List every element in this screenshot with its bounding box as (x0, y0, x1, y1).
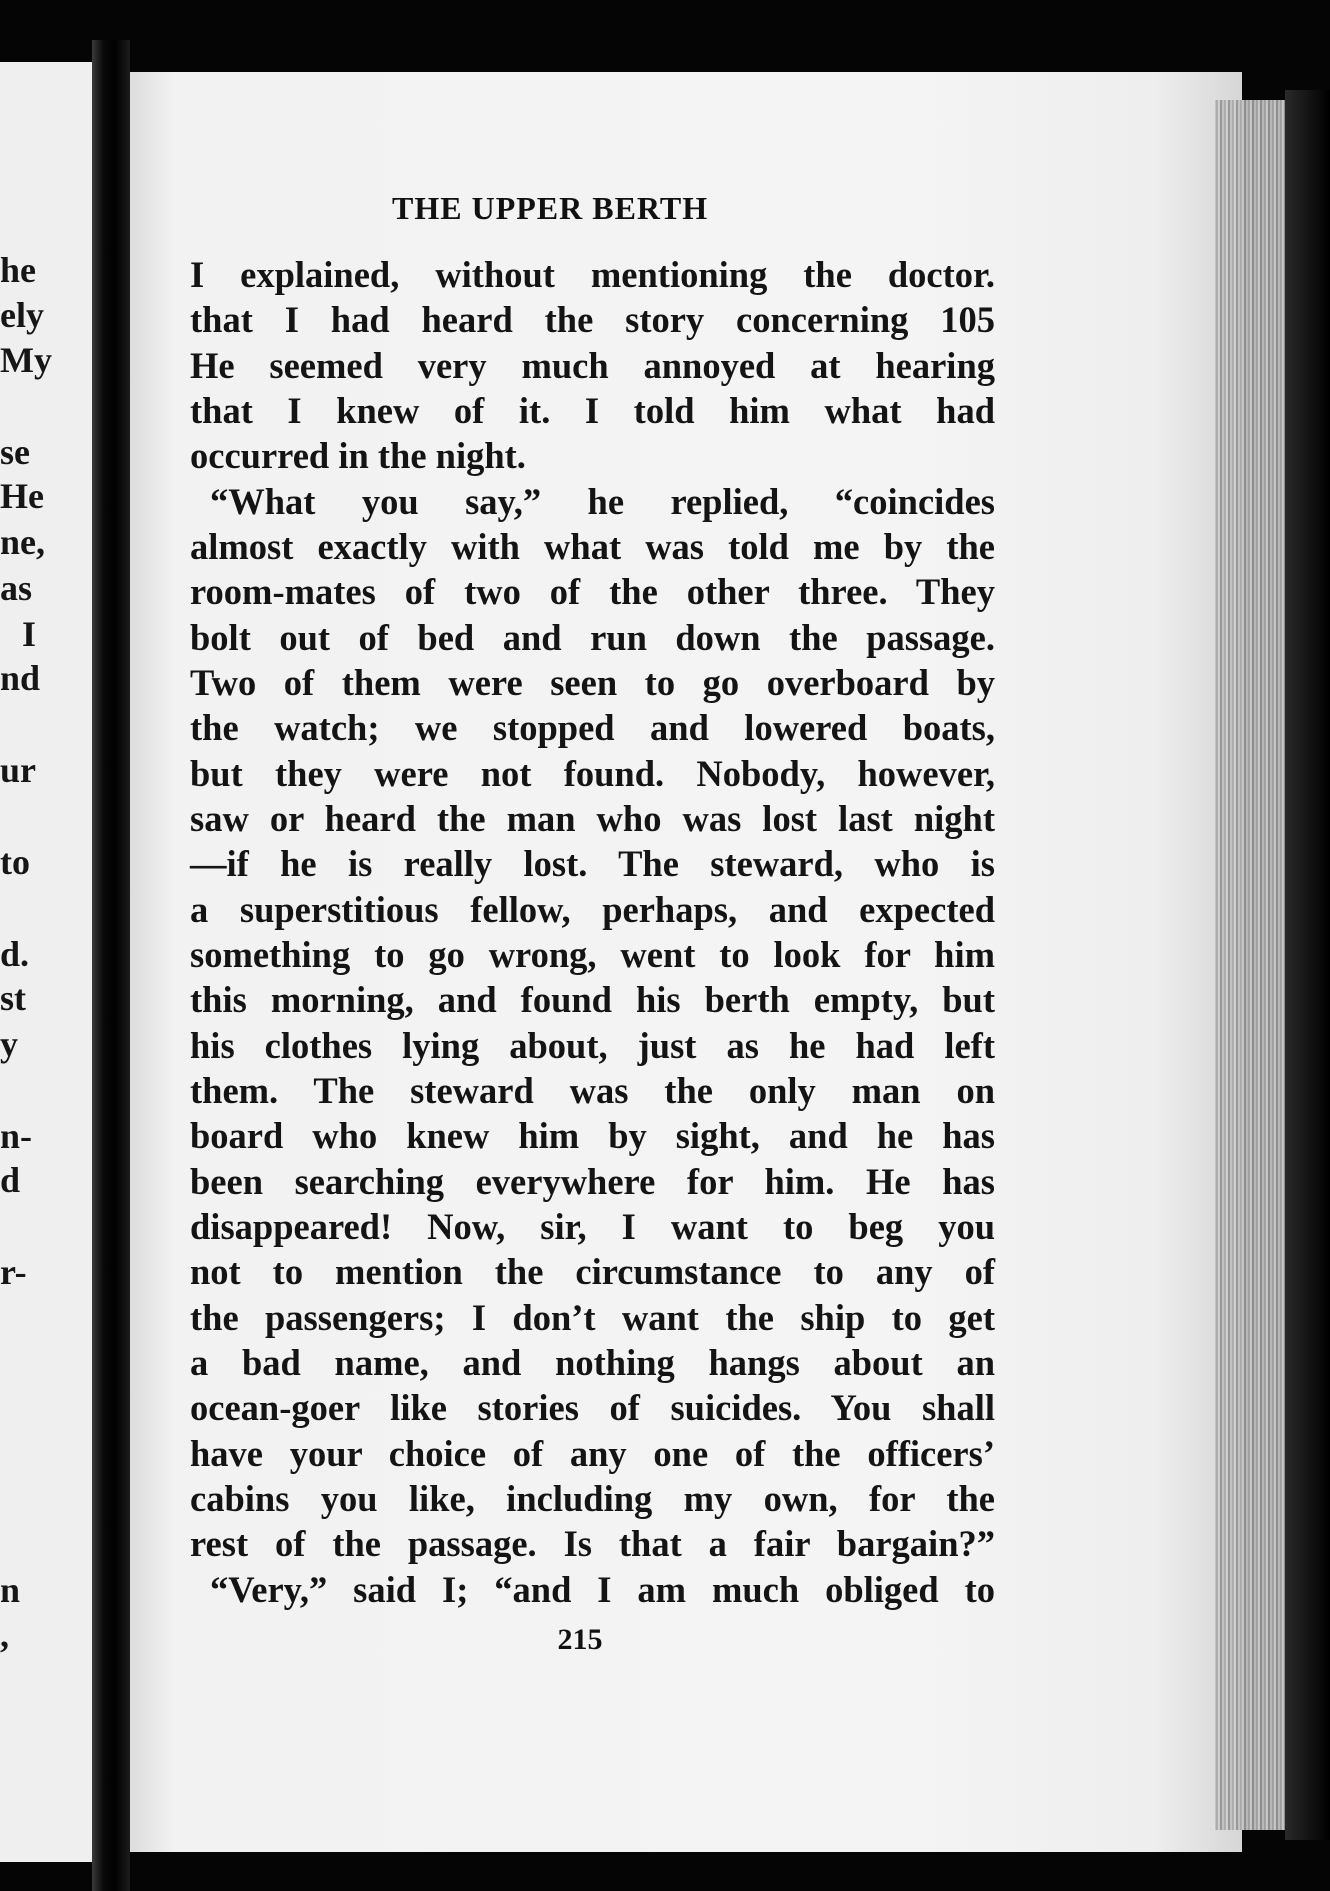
facing-page-fragment: My (0, 340, 52, 380)
book-gutter (92, 40, 130, 1891)
facing-page-fragment: as (0, 568, 33, 608)
text-line: board who knew him by sight, and he has (190, 1115, 995, 1157)
text-line: that I knew of it. I told him what had (190, 389, 995, 431)
text-line: almost exactly with what was told me by the (190, 525, 995, 567)
facing-page-fragment: r- (0, 1252, 27, 1292)
body-text (190, 252, 995, 1612)
facing-page-fragment: I (22, 614, 37, 654)
text-line: something to go wrong, went to look for him (190, 933, 995, 975)
text-line: a bad name, and nothing hangs about an (190, 1341, 995, 1383)
facing-page-fragment: , (0, 1615, 9, 1655)
text-line: cabins you like, including my own, for the (190, 1477, 995, 1519)
text-line: “Very,” said I; “and I am much obliged to (210, 1568, 995, 1610)
facing-page-fragment: d (0, 1160, 21, 1200)
book-edge-shadow (1285, 90, 1330, 1840)
running-head: THE UPPER BERTH (392, 190, 709, 226)
text-line: occurred in the night. (190, 435, 526, 477)
facing-page-fragment: ne, (0, 522, 45, 562)
facing-page-fragment: n- (0, 1116, 33, 1156)
text-line: ocean-goer like stories of suicides. You shall (190, 1387, 995, 1429)
text-line: saw or heard the man who was lost last night (190, 797, 995, 839)
text-line: disappeared! Now, sir, I want to beg you (190, 1205, 995, 1247)
facing-page-fragment: y (0, 1024, 18, 1064)
text-line: a superstitious fellow, perhaps, and expected (190, 888, 995, 930)
text-line: that I had heard the story concerning 105 (190, 299, 995, 341)
text-line: rest of the passage. Is that a fair bargain?” (190, 1523, 995, 1565)
page-edges (1215, 100, 1285, 1830)
facing-page-fragment: He (0, 476, 44, 516)
facing-page-fragment: nd (0, 658, 41, 698)
text-line: the passengers; I don’t want the ship to get (190, 1296, 995, 1338)
text-line: He seemed very much annoyed at hearing (190, 344, 995, 386)
text-line: them. The steward was the only man on (190, 1069, 995, 1111)
facing-page-fragment: he (0, 250, 36, 290)
text-line: room-mates of two of the other three. They (190, 571, 995, 613)
text-line: —if he is really lost. The steward, who is (190, 843, 995, 885)
facing-page-fragment: d. (0, 934, 30, 974)
text-line: not to mention the circumstance to any of (190, 1251, 995, 1293)
text-line: but they were not found. Nobody, however, (190, 752, 995, 794)
text-line: have your choice of any one of the officers’ (190, 1432, 995, 1474)
facing-page-edge (0, 62, 92, 1862)
text-line: this morning, and found his berth empty, but (190, 979, 995, 1021)
page-number: 215 (557, 1623, 603, 1656)
facing-page-fragment: to (0, 842, 30, 882)
text-line: been searching everywhere for him. He has (190, 1160, 995, 1202)
facing-page-fragment: ely (0, 295, 44, 335)
text-line: Two of them were seen to go overboard by (190, 661, 995, 703)
text-line: his clothes lying about, just as he had left (190, 1024, 995, 1066)
facing-page-fragment: se (0, 432, 30, 472)
facing-page-fragment: st (0, 978, 26, 1018)
facing-page-fragment: n (0, 1570, 21, 1610)
text-line: the watch; we stopped and lowered boats, (190, 707, 995, 749)
text-line: “What you say,” he replied, “coincides (210, 480, 995, 522)
text-line: bolt out of bed and run down the passage. (190, 616, 995, 658)
text-line: I explained, without mentioning the doctor. (190, 254, 995, 295)
facing-page-fragment: ur (0, 750, 36, 790)
